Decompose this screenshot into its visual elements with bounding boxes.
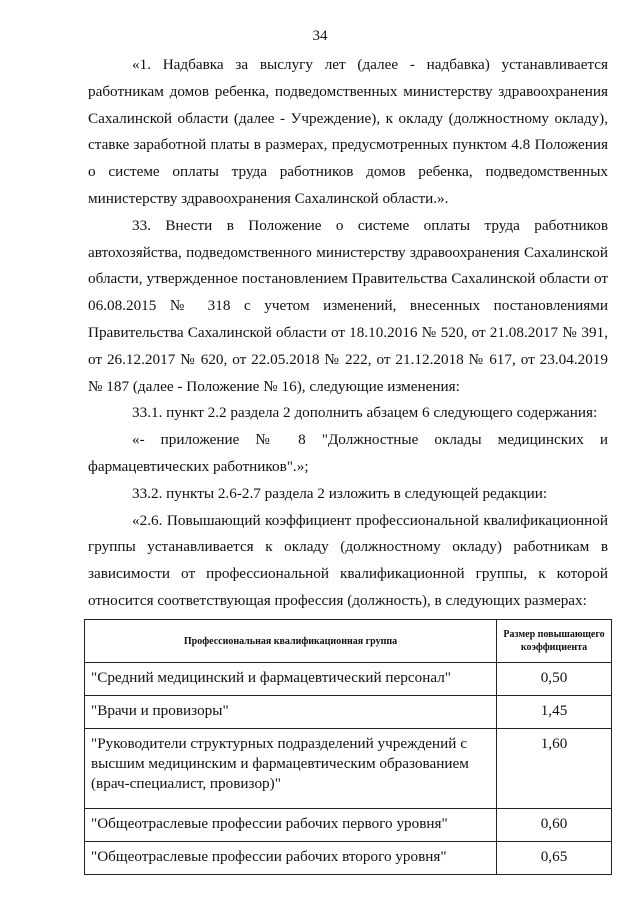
header-qualification-group: Профессиональная квалификационная группа — [85, 620, 497, 663]
page-number: 34 — [312, 28, 328, 44]
table-row — [85, 809, 612, 842]
coefficient-cell: 1,45 — [497, 696, 612, 729]
paragraph-item-2-6: «2.6. Повышающий коэффициент профессиональной квалификационной группы устанавливается к окладу (должностному окладу) работникам в зависимости от профессиональной квалификационной группы, к которой относится соответствующая профессия (должность), в следующих размерах: — [88, 511, 608, 609]
paragraph-bonus-seniority: «1. Надбавка за выслугу лет (далее - надбавка) устанавливается работникам домов ребенка, подведомственных министерству здравоохранения Сахалинской области (далее - Учреждение), к окладу (должностному окладу), ставке заработной платы в размерах, предусмотренных пунктом 4.8 Положения о системе оплаты труда работников домов ребенка, подведомственных министерству здравоохранения Сахалинской области.». — [88, 56, 608, 207]
paragraph-item-33: 33. Внести в Положение о системе оплаты труда работников автохозяйства, подведомственного министерству здравоохранения Сахалинской области, утвержденное постановлением Правительства Сахалинской области от 06.08.2015 № 318 с учетом изменений, внесенных постановлениями Правительства Сахалинской области от 18.10.2016 № 520, от 21.08.2017 № 391, от 26.12.2017 № 620, от 22.05.2018 № 222, от 21.12.2018 № 617, от 23.04.2019 № 187 (далее - Положение № 16), следующие изменения: — [88, 216, 608, 395]
body-text — [88, 52, 608, 615]
table-row — [85, 696, 612, 729]
group-cell: "Общеотраслевые профессии рабочих первого уровня" — [85, 809, 497, 842]
coefficient-cell: 0,65 — [497, 842, 612, 875]
table-header-row — [85, 620, 612, 663]
group-cell: "Средний медицинский и фармацевтический персонал" — [85, 663, 497, 696]
table-row — [85, 842, 612, 875]
paragraph-item-33-1: 33.1. пункт 2.2 раздела 2 дополнить абзацем 6 следующего содержания: — [132, 404, 598, 422]
table-row — [85, 729, 612, 809]
group-cell: "Общеотраслевые профессии рабочих второго уровня" — [85, 842, 497, 875]
table-row — [85, 663, 612, 696]
group-cell: "Руководители структурных подразделений учреждений с высшим медицинским и фармацевтическим образованием (врач-специалист, провизор)" — [85, 729, 497, 809]
coefficient-cell: 1,60 — [497, 729, 612, 809]
group-cell: "Врачи и провизоры" — [85, 696, 497, 729]
coefficient-cell: 0,50 — [497, 663, 612, 696]
coefficient-table — [84, 619, 612, 875]
paragraph-appendix-8: «- приложение № 8 "Должностные оклады медицинских и фармацевтических работников".»; — [88, 431, 608, 475]
paragraph-item-33-2: 33.2. пункты 2.6-2.7 раздела 2 изложить в следующей редакции: — [132, 484, 548, 502]
header-coefficient: Размер повышающего коэффициента — [497, 620, 612, 663]
coefficient-cell: 0,60 — [497, 809, 612, 842]
